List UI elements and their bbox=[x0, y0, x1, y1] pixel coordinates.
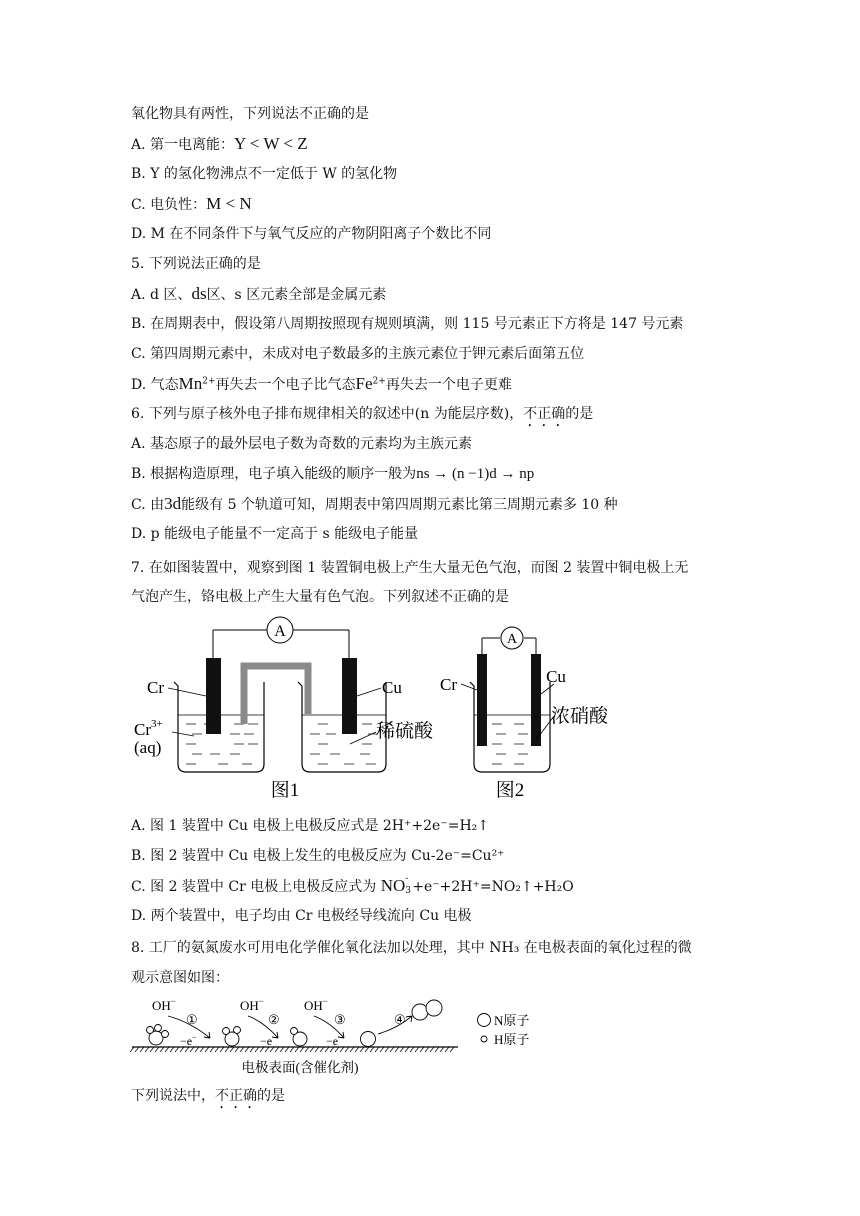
q4-option-a: A. 第一电离能：Y < W < Z bbox=[131, 134, 308, 153]
q6-option-b: B. 根据构造原理，电子填入能级的顺序一般为ns → (n −1)d → np bbox=[131, 466, 535, 482]
step-3-label: ③ bbox=[334, 1012, 346, 1027]
q6-option-d: D. p 能级电子能量不一定高于 s 能级电子能量 bbox=[131, 526, 419, 542]
q6-option-c: C. 由3d能级有 5 个轨道可知，周期表中第四周期元素比第三周期元素多 10 种 bbox=[131, 494, 618, 513]
q8-stem-line1: 8. 工厂的氨氮废水可用电化学催化氧化法加以处理，其中 NH₃ 在电极表面的氧化过程的微 bbox=[131, 940, 692, 956]
figure2 bbox=[440, 627, 609, 801]
figure1 bbox=[134, 617, 434, 801]
h-atom-legend-label: H原子 bbox=[494, 1032, 530, 1047]
electrode-surface-caption: 电极表面(含催化剂) bbox=[241, 1060, 359, 1075]
q5-option-a: A. d 区、ds区、s 区元素全部是金属元素 bbox=[131, 284, 387, 303]
q5-option-c: C. 第四周期元素中，未成对电子数最多的主族元素位于钾元素后面第五位 bbox=[131, 346, 585, 362]
oh-label-3: OH− bbox=[304, 996, 328, 1013]
n-atom bbox=[361, 1032, 376, 1047]
q8-question: 下列说法中，不正确的是 bbox=[131, 1088, 285, 1104]
electron-loss-3: −e− bbox=[326, 1033, 343, 1048]
ammeter-label: A bbox=[506, 632, 518, 647]
q6-option-a: A. 基态原子的最外层电子数为奇数的元素均为主族元素 bbox=[131, 436, 473, 452]
n-atom-legend-label: N原子 bbox=[494, 1013, 530, 1028]
cr-electrode-fig2 bbox=[477, 654, 487, 746]
continued-stem: 氧化物具有两性，下列说法不正确的是 bbox=[131, 106, 369, 122]
solution-dashes-left bbox=[186, 724, 258, 764]
q7-option-a: A. 图 1 装置中 Cu 电极上电极反应式是 2H⁺+2e⁻=H₂↑ bbox=[131, 818, 489, 834]
label-dilute-sulfuric-acid: 稀硫酸 bbox=[376, 721, 434, 742]
emphasis-text: 不正确 bbox=[523, 406, 566, 422]
q7-option-c: C. 图 2 装置中 Cr 电极上电极反应式为 NO - 3 +e⁻+2H⁺=NO₂↑+H₂O bbox=[131, 874, 574, 896]
q7-option-b: B. 图 2 装置中 Cu 电极上发生的电极反应为 Cu-2e⁻=Cu²⁺ bbox=[131, 848, 505, 864]
electrode-surface-hatch bbox=[130, 1047, 454, 1052]
electrode-oxidation-figure bbox=[128, 992, 568, 1082]
q4-option-b: B. Y 的氢化物沸点不一定低于 W 的氢化物 bbox=[131, 166, 398, 182]
label-cr: Cr bbox=[147, 678, 164, 697]
electron-loss-2: −e− bbox=[260, 1033, 277, 1048]
q6-stem: 6. 下列与原子核外电子排布规律相关的叙述中(n 为能层序数)，不正确的是 bbox=[131, 406, 594, 422]
cu-electrode-fig2 bbox=[531, 654, 541, 746]
q7-option-d: D. 两个装置中，电子均由 Cr 电极经导线流向 Cu 电极 bbox=[131, 908, 472, 924]
nh2-molecule bbox=[223, 1027, 241, 1047]
h-atom-legend-icon bbox=[481, 1036, 487, 1042]
ammeter-label: A bbox=[274, 623, 286, 640]
oh-label-2: OH− bbox=[240, 996, 264, 1013]
label-aq: (aq) bbox=[134, 738, 162, 757]
nh3-molecule bbox=[147, 1025, 169, 1046]
fig1-caption: 图1 bbox=[270, 780, 300, 801]
q5-option-b: B. 在周期表中，假设第八周期按照现有规则填满，则 115 号元素正下方将是 147 号元素 bbox=[131, 316, 684, 332]
cu-electrode-left bbox=[342, 658, 357, 734]
electron-loss-1: −e− bbox=[180, 1033, 197, 1048]
cr-electrode-left bbox=[206, 658, 221, 734]
q4-option-c: C. 电负性：M < N bbox=[131, 194, 252, 213]
step-2-label: ② bbox=[268, 1012, 280, 1027]
step-1-label: ① bbox=[186, 1012, 198, 1027]
solution-dashes-fig2 bbox=[492, 724, 528, 764]
q8-stem-line2: 观示意图如图： bbox=[131, 970, 229, 986]
n-atom-legend-icon bbox=[478, 1014, 491, 1027]
label-cu: Cu bbox=[546, 667, 566, 686]
galvanic-cell-figure bbox=[130, 612, 609, 808]
oh-label-1: OH− bbox=[152, 996, 176, 1013]
fig2-caption: 图2 bbox=[495, 780, 525, 801]
n2-molecule bbox=[412, 1000, 442, 1020]
step-4-label: ④ bbox=[394, 1012, 406, 1027]
label-cu: Cu bbox=[382, 678, 402, 697]
q5-option-d: D. 气态$Mn^{2+}$再失去一个电子比气态$Fe^{2+}$再失去一个电子更难 bbox=[131, 374, 512, 393]
label-cr: Cr bbox=[440, 675, 457, 694]
q7-stem-line2: 气泡产生，铬电极上产生大量有色气泡。下列叙述不正确的是 bbox=[131, 589, 509, 605]
nh-molecule bbox=[291, 1028, 308, 1047]
label-concentrated-nitric-acid: 浓硝酸 bbox=[551, 706, 609, 727]
emphasis-text: 不正确 bbox=[215, 1088, 257, 1104]
q5-stem: 5. 下列说法正确的是 bbox=[131, 256, 261, 272]
label-cr3: $Cr^{3+}$ bbox=[134, 718, 163, 739]
q4-option-d: D. M 在不同条件下与氧气反应的产物阴阳离子个数比不同 bbox=[131, 226, 492, 242]
q7-stem-line1: 7. 在如图装置中，观察到图 1 装置铜电极上产生大量无色气泡，而图 2 装置中铜电极上无 bbox=[131, 560, 689, 576]
